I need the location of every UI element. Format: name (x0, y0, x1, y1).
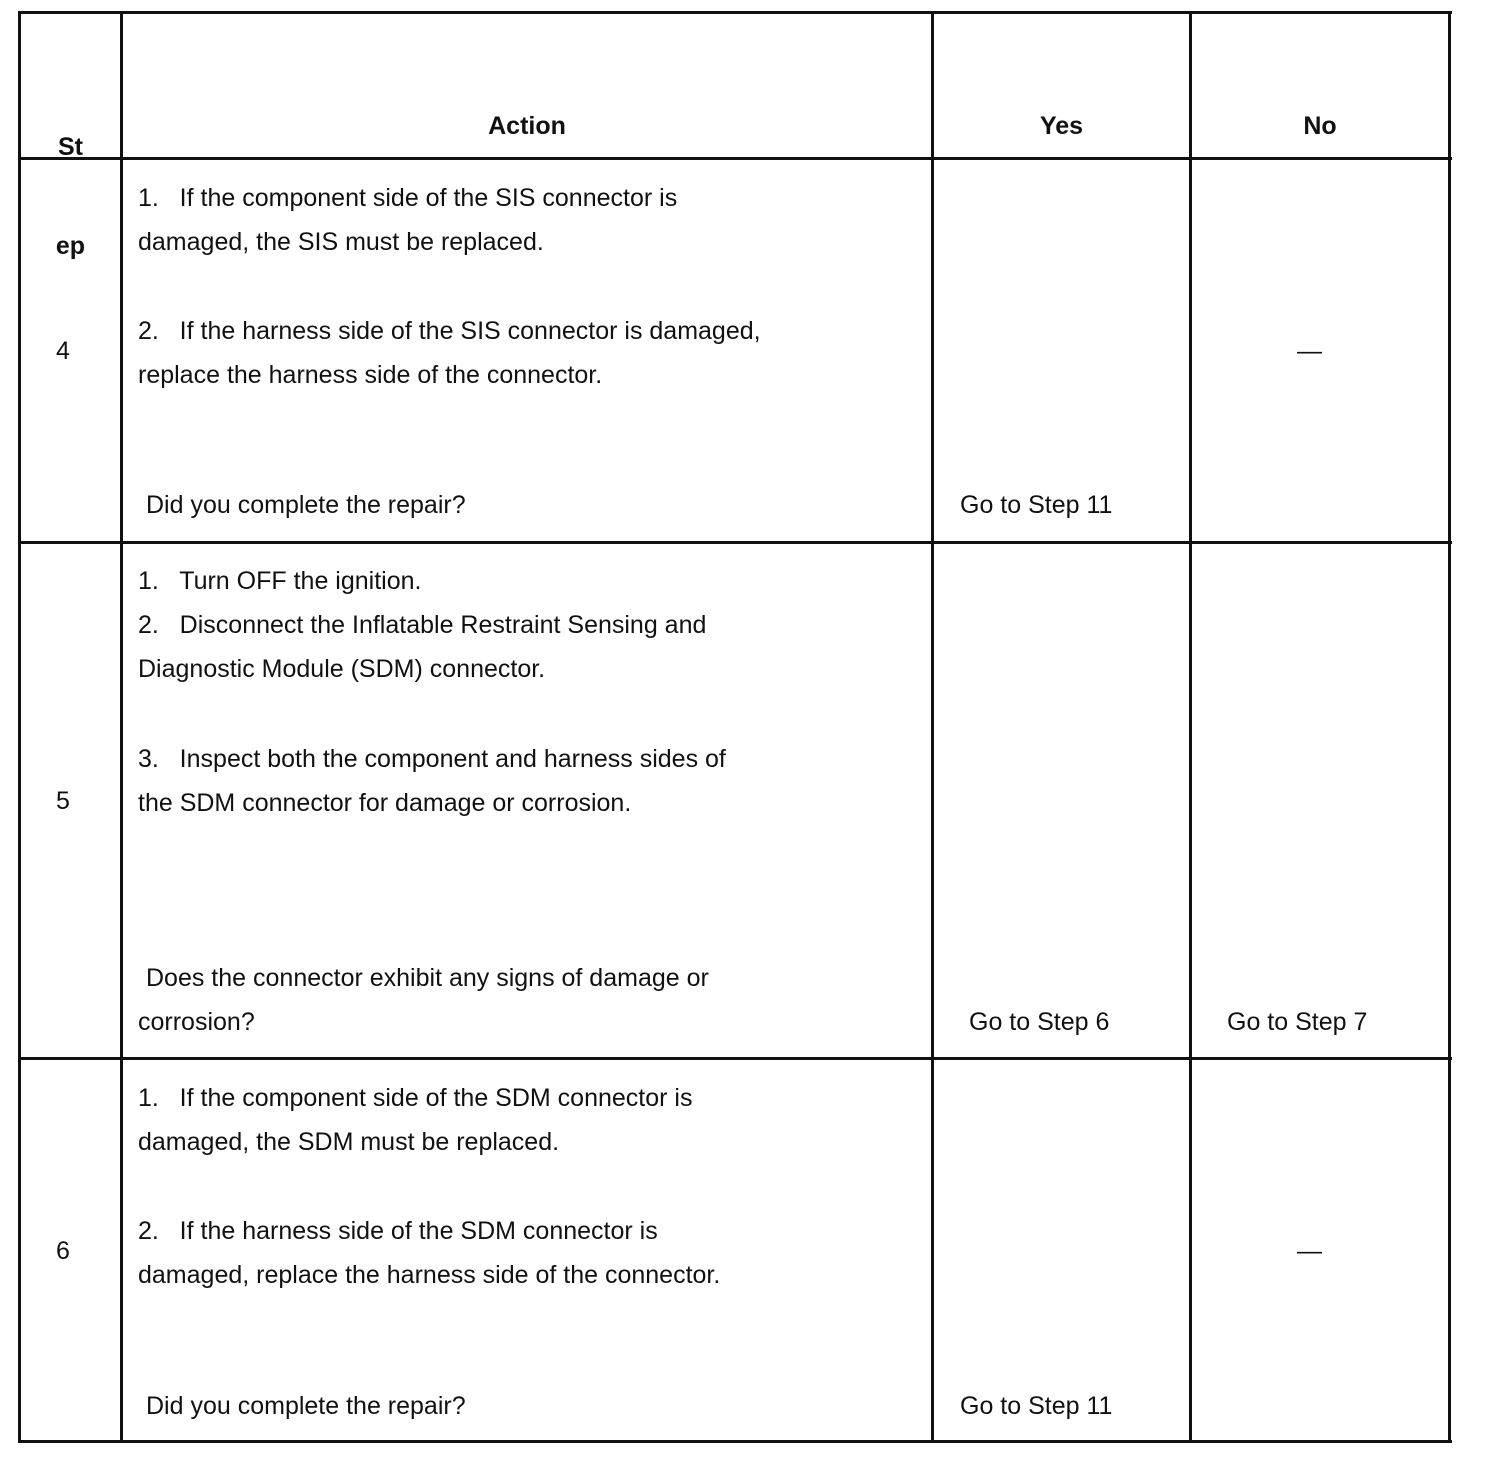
action-line: damaged, the SDM must be replaced. (138, 1128, 560, 1156)
action-line: the SDM connector for damage or corrosion. (138, 789, 632, 817)
table-border-bottom (18, 1440, 1452, 1443)
action-line: 2. Disconnect the Inflatable Restraint Sensing and (138, 611, 707, 639)
action-line: 2. If the harness side of the SIS connector is damaged, (138, 317, 761, 345)
action-line: Diagnostic Module (SDM) connector. (138, 655, 546, 683)
no-result: Go to Step 7 (1227, 1008, 1368, 1036)
question-line: Did you complete the repair? (146, 1392, 466, 1420)
action-line: 1. If the component side of the SIS connector is (138, 184, 678, 212)
action-line: 2. If the harness side of the SDM connector is (138, 1217, 658, 1245)
column-divider (120, 11, 123, 1443)
action-line: 1. If the component side of the SDM connector is (138, 1084, 693, 1112)
header-step-line: ep (55, 232, 86, 260)
step-number: 5 (56, 787, 70, 815)
action-line: damaged, replace the harness side of the connector. (138, 1261, 721, 1289)
question-line: Does the connector exhibit any signs of damage or (146, 964, 709, 992)
action-line: 3. Inspect both the component and harness sides of (138, 745, 726, 773)
step-number: 4 (56, 337, 70, 365)
no-result: — (1297, 337, 1322, 365)
table-border-top (18, 11, 1452, 14)
action-line: 1. Turn OFF the ignition. (138, 567, 422, 595)
question-line: corrosion? (138, 1008, 255, 1036)
question-line: Did you complete the repair? (146, 491, 466, 519)
no-result: — (1297, 1237, 1322, 1265)
header-step-line: St (58, 133, 83, 161)
column-divider (931, 11, 934, 1443)
header-step (21, 72, 120, 321)
yes-result: Go to Step 11 (960, 491, 1113, 519)
yes-result: Go to Step 11 (960, 1392, 1113, 1420)
column-divider (1189, 11, 1192, 1443)
row-divider (18, 1057, 1452, 1060)
yes-result: Go to Step 6 (969, 1008, 1110, 1036)
header-action: Action (488, 112, 566, 140)
header-no: No (1303, 112, 1337, 140)
table-border-right (1448, 11, 1451, 1443)
action-line: replace the harness side of the connector. (138, 361, 603, 389)
row-divider (18, 541, 1452, 544)
action-line: damaged, the SIS must be replaced. (138, 228, 544, 256)
header-divider (18, 157, 1452, 160)
step-number: 6 (56, 1237, 70, 1265)
header-yes: Yes (1039, 112, 1084, 140)
